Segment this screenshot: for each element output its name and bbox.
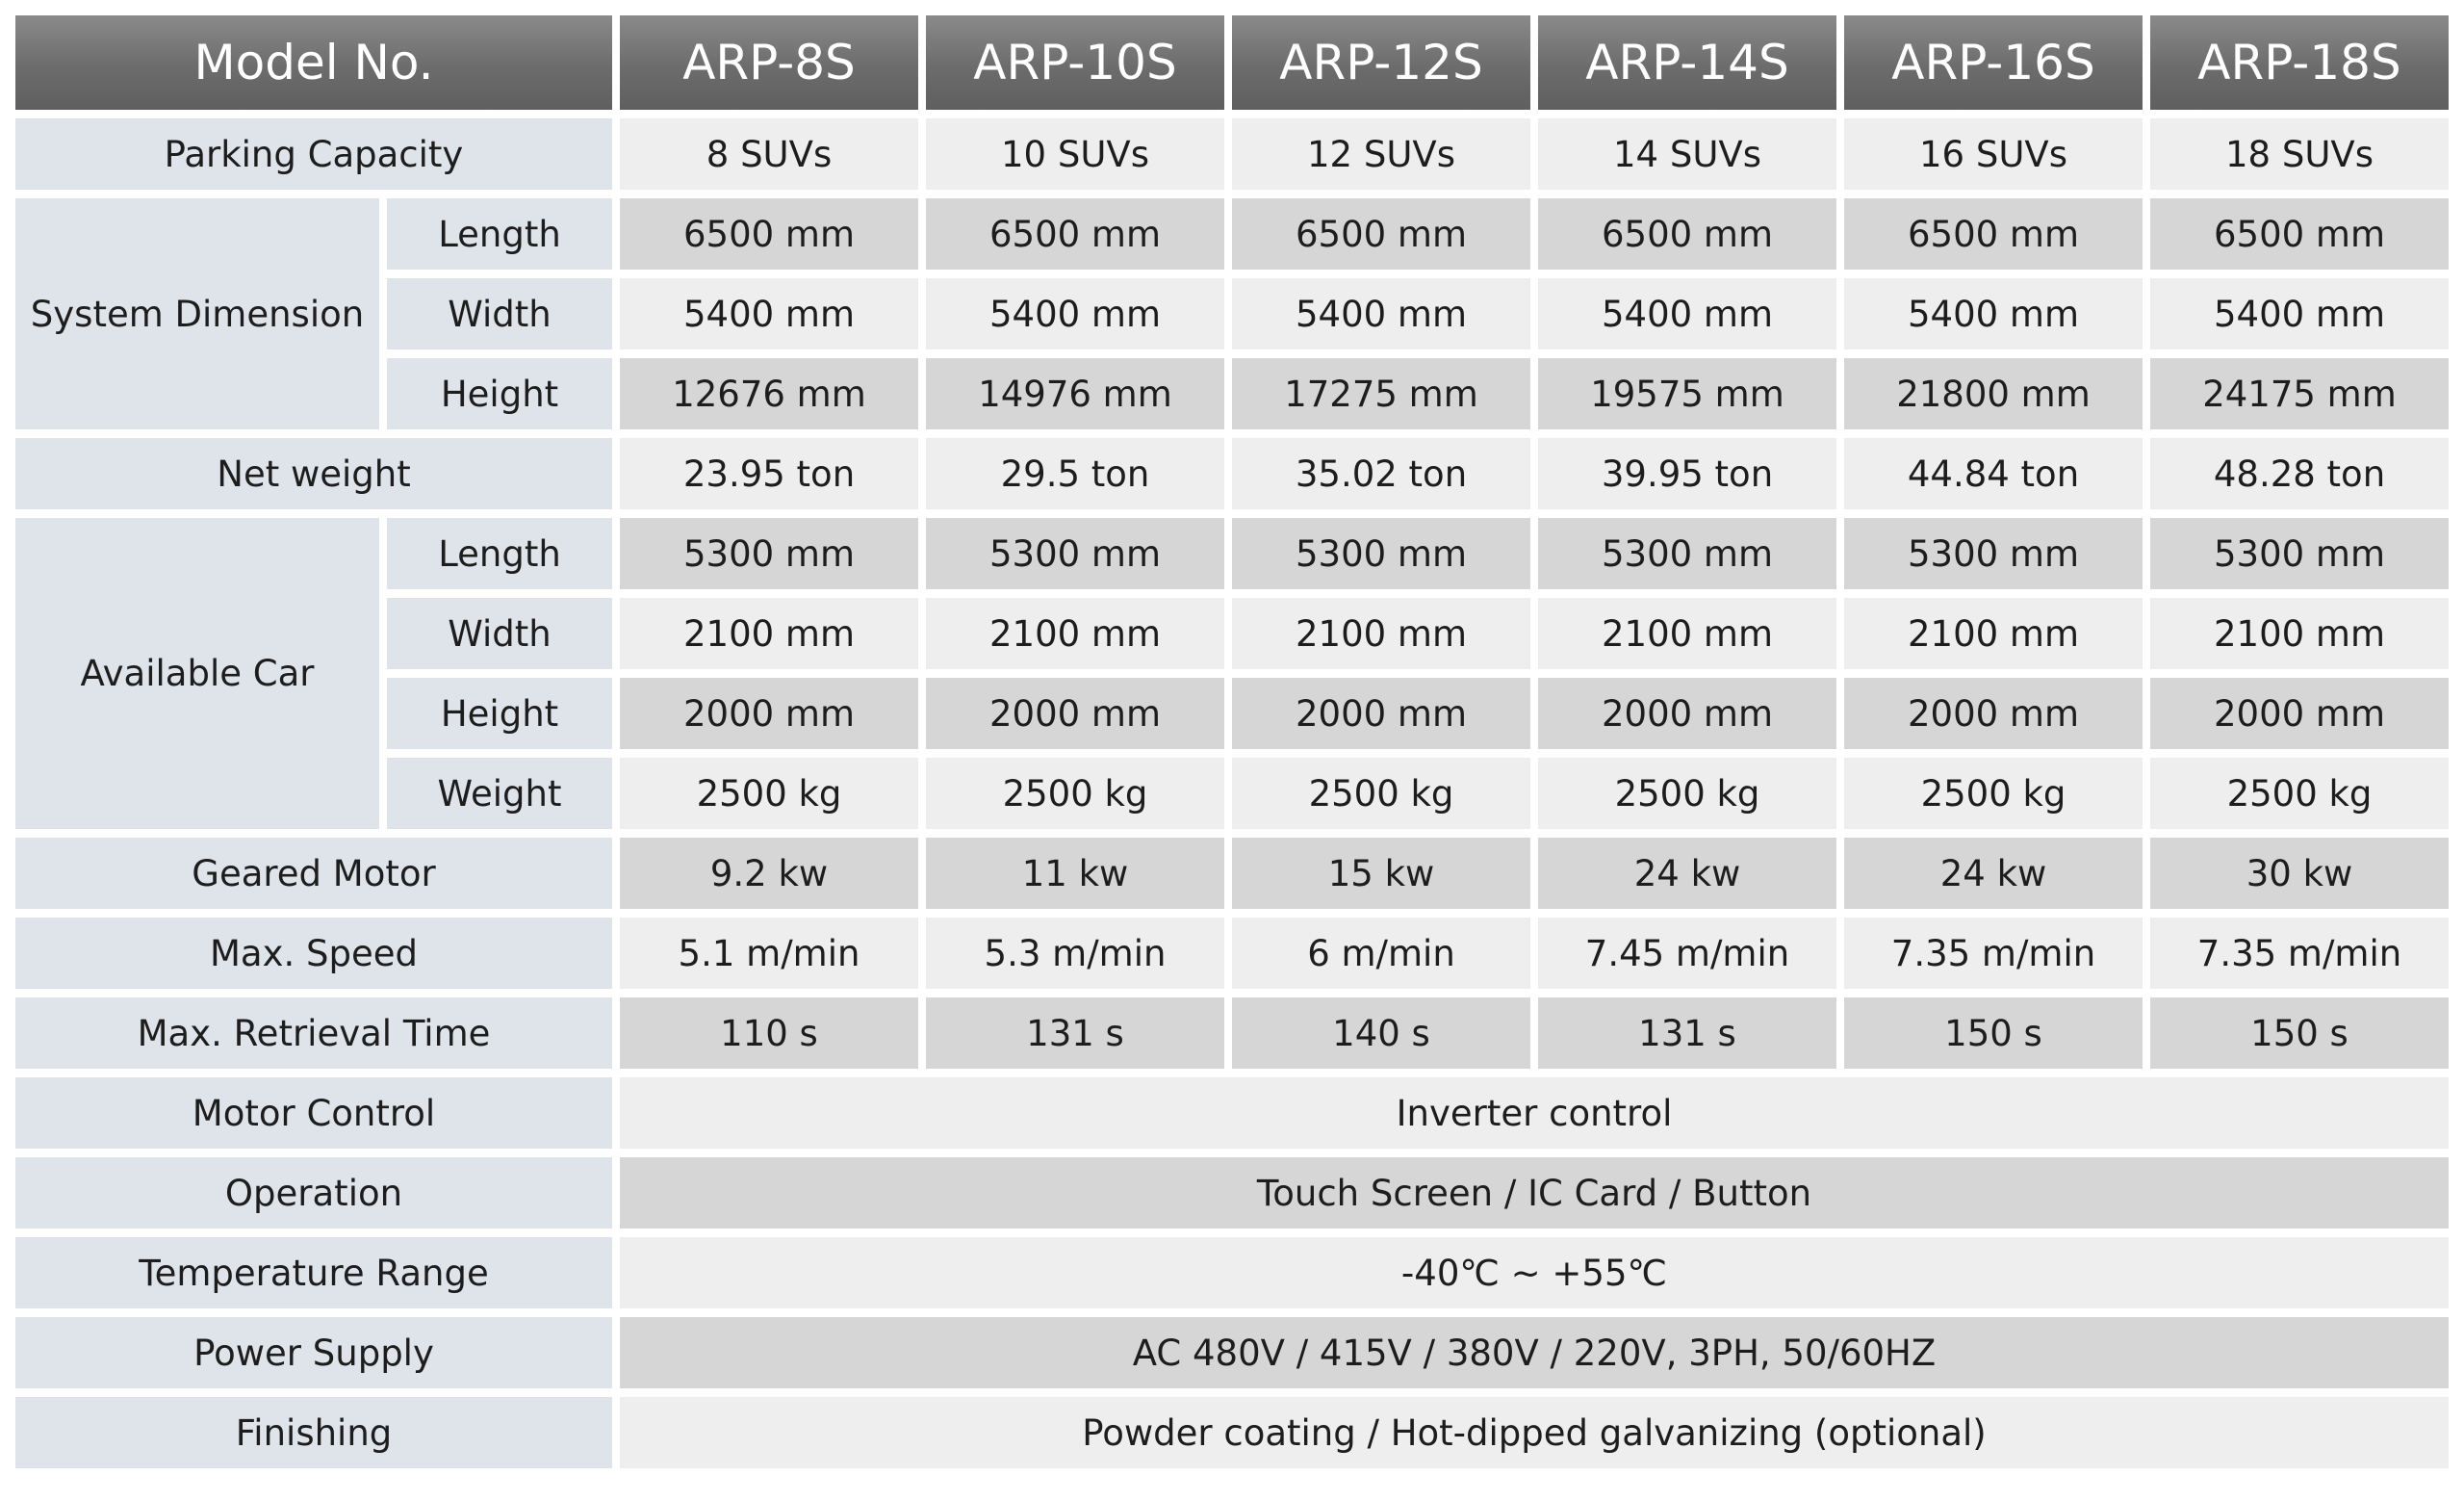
temperature-range-value: -40℃ ~ +55℃ xyxy=(620,1237,2449,1308)
geared-motor-value: 30 kw xyxy=(2150,838,2449,909)
net-weight-label: Net weight xyxy=(15,438,612,509)
system-width-value: 5400 mm xyxy=(926,278,1224,349)
temperature-range-label: Temperature Range xyxy=(15,1237,612,1308)
car-width-value: 2100 mm xyxy=(1844,598,2143,669)
geared-motor-value: 9.2 kw xyxy=(620,838,918,909)
system-height-value: 14976 mm xyxy=(926,358,1224,429)
car-width-value: 2100 mm xyxy=(1232,598,1530,669)
geared-motor-value: 24 kw xyxy=(1844,838,2143,909)
car-width-value: 2100 mm xyxy=(926,598,1224,669)
available-car-label: Available Car xyxy=(15,518,379,829)
car-width-value: 2100 mm xyxy=(620,598,918,669)
system-width-value: 5400 mm xyxy=(1232,278,1530,349)
parking-capacity-value: 14 SUVs xyxy=(1538,118,1836,190)
net-weight-value: 39.95 ton xyxy=(1538,438,1836,509)
net-weight-value: 44.84 ton xyxy=(1844,438,2143,509)
net-weight-value: 29.5 ton xyxy=(926,438,1224,509)
system-length-value: 6500 mm xyxy=(1844,198,2143,270)
system-dimension-label: System Dimension xyxy=(15,198,379,429)
system-length-value: 6500 mm xyxy=(1538,198,1836,270)
parking-capacity-value: 18 SUVs xyxy=(2150,118,2449,190)
max-retrieval-time-value: 140 s xyxy=(1232,997,1530,1069)
max-speed-value: 6 m/min xyxy=(1232,918,1530,989)
car-height-value: 2000 mm xyxy=(2150,678,2449,749)
car-length-value: 5300 mm xyxy=(620,518,918,589)
max-retrieval-time-value: 131 s xyxy=(1538,997,1836,1069)
model-no-header: Model No. xyxy=(15,15,612,110)
system-height-value: 21800 mm xyxy=(1844,358,2143,429)
parking-capacity-value: 12 SUVs xyxy=(1232,118,1530,190)
car-height-value: 2000 mm xyxy=(1844,678,2143,749)
car-width-value: 2100 mm xyxy=(1538,598,1836,669)
parking-capacity-value: 16 SUVs xyxy=(1844,118,2143,190)
car-weight-value: 2500 kg xyxy=(620,758,918,829)
system-width-value: 5400 mm xyxy=(1538,278,1836,349)
car-length-value: 5300 mm xyxy=(926,518,1224,589)
geared-motor-value: 24 kw xyxy=(1538,838,1836,909)
model-header-arp-10s: ARP-10S xyxy=(926,15,1224,110)
max-speed-value: 5.1 m/min xyxy=(620,918,918,989)
model-header-arp-8s: ARP-8S xyxy=(620,15,918,110)
car-length-value: 5300 mm xyxy=(2150,518,2449,589)
system-length-value: 6500 mm xyxy=(620,198,918,270)
car-length-label: Length xyxy=(387,518,612,589)
car-length-value: 5300 mm xyxy=(1232,518,1530,589)
system-height-value: 24175 mm xyxy=(2150,358,2449,429)
car-height-value: 2000 mm xyxy=(1538,678,1836,749)
system-width-value: 5400 mm xyxy=(1844,278,2143,349)
parking-capacity-value: 10 SUVs xyxy=(926,118,1224,190)
max-retrieval-time-value: 110 s xyxy=(620,997,918,1069)
geared-motor-value: 15 kw xyxy=(1232,838,1530,909)
operation-label: Operation xyxy=(15,1157,612,1229)
max-speed-value: 7.35 m/min xyxy=(2150,918,2449,989)
model-header-arp-12s: ARP-12S xyxy=(1232,15,1530,110)
car-length-value: 5300 mm xyxy=(1844,518,2143,589)
car-height-value: 2000 mm xyxy=(620,678,918,749)
finishing-value: Powder coating / Hot-dipped galvanizing (optional) xyxy=(620,1397,2449,1468)
car-weight-value: 2500 kg xyxy=(1844,758,2143,829)
motor-control-value: Inverter control xyxy=(620,1077,2449,1149)
max-speed-value: 7.35 m/min xyxy=(1844,918,2143,989)
system-height-value: 19575 mm xyxy=(1538,358,1836,429)
system-height-value: 17275 mm xyxy=(1232,358,1530,429)
system-length-value: 6500 mm xyxy=(926,198,1224,270)
net-weight-value: 35.02 ton xyxy=(1232,438,1530,509)
max-speed-label: Max. Speed xyxy=(15,918,612,989)
system-length-value: 6500 mm xyxy=(1232,198,1530,270)
geared-motor-label: Geared Motor xyxy=(15,838,612,909)
car-weight-value: 2500 kg xyxy=(1232,758,1530,829)
model-header-arp-14s: ARP-14S xyxy=(1538,15,1836,110)
car-height-label: Height xyxy=(387,678,612,749)
max-retrieval-time-value: 131 s xyxy=(926,997,1224,1069)
car-weight-value: 2500 kg xyxy=(2150,758,2449,829)
car-height-value: 2000 mm xyxy=(1232,678,1530,749)
car-height-value: 2000 mm xyxy=(926,678,1224,749)
max-speed-value: 7.45 m/min xyxy=(1538,918,1836,989)
geared-motor-value: 11 kw xyxy=(926,838,1224,909)
system-width-label: Width xyxy=(387,278,612,349)
model-header-arp-16s: ARP-16S xyxy=(1844,15,2143,110)
max-speed-value: 5.3 m/min xyxy=(926,918,1224,989)
system-height-label: Height xyxy=(387,358,612,429)
power-supply-value: AC 480V / 415V / 380V / 220V, 3PH, 50/60HZ xyxy=(620,1317,2449,1388)
system-length-label: Length xyxy=(387,198,612,270)
max-retrieval-time-label: Max. Retrieval Time xyxy=(15,997,612,1069)
car-weight-label: Weight xyxy=(387,758,612,829)
system-height-value: 12676 mm xyxy=(620,358,918,429)
max-retrieval-time-value: 150 s xyxy=(2150,997,2449,1069)
system-width-value: 5400 mm xyxy=(620,278,918,349)
car-weight-value: 2500 kg xyxy=(926,758,1224,829)
motor-control-label: Motor Control xyxy=(15,1077,612,1149)
car-width-label: Width xyxy=(387,598,612,669)
car-length-value: 5300 mm xyxy=(1538,518,1836,589)
model-header-arp-18s: ARP-18S xyxy=(2150,15,2449,110)
system-width-value: 5400 mm xyxy=(2150,278,2449,349)
spec-table xyxy=(15,15,2449,1468)
operation-value: Touch Screen / IC Card / Button xyxy=(620,1157,2449,1229)
car-width-value: 2100 mm xyxy=(2150,598,2449,669)
system-length-value: 6500 mm xyxy=(2150,198,2449,270)
net-weight-value: 48.28 ton xyxy=(2150,438,2449,509)
max-retrieval-time-value: 150 s xyxy=(1844,997,2143,1069)
finishing-label: Finishing xyxy=(15,1397,612,1468)
parking-capacity-value: 8 SUVs xyxy=(620,118,918,190)
parking-capacity-label: Parking Capacity xyxy=(15,118,612,190)
power-supply-label: Power Supply xyxy=(15,1317,612,1388)
net-weight-value: 23.95 ton xyxy=(620,438,918,509)
car-weight-value: 2500 kg xyxy=(1538,758,1836,829)
